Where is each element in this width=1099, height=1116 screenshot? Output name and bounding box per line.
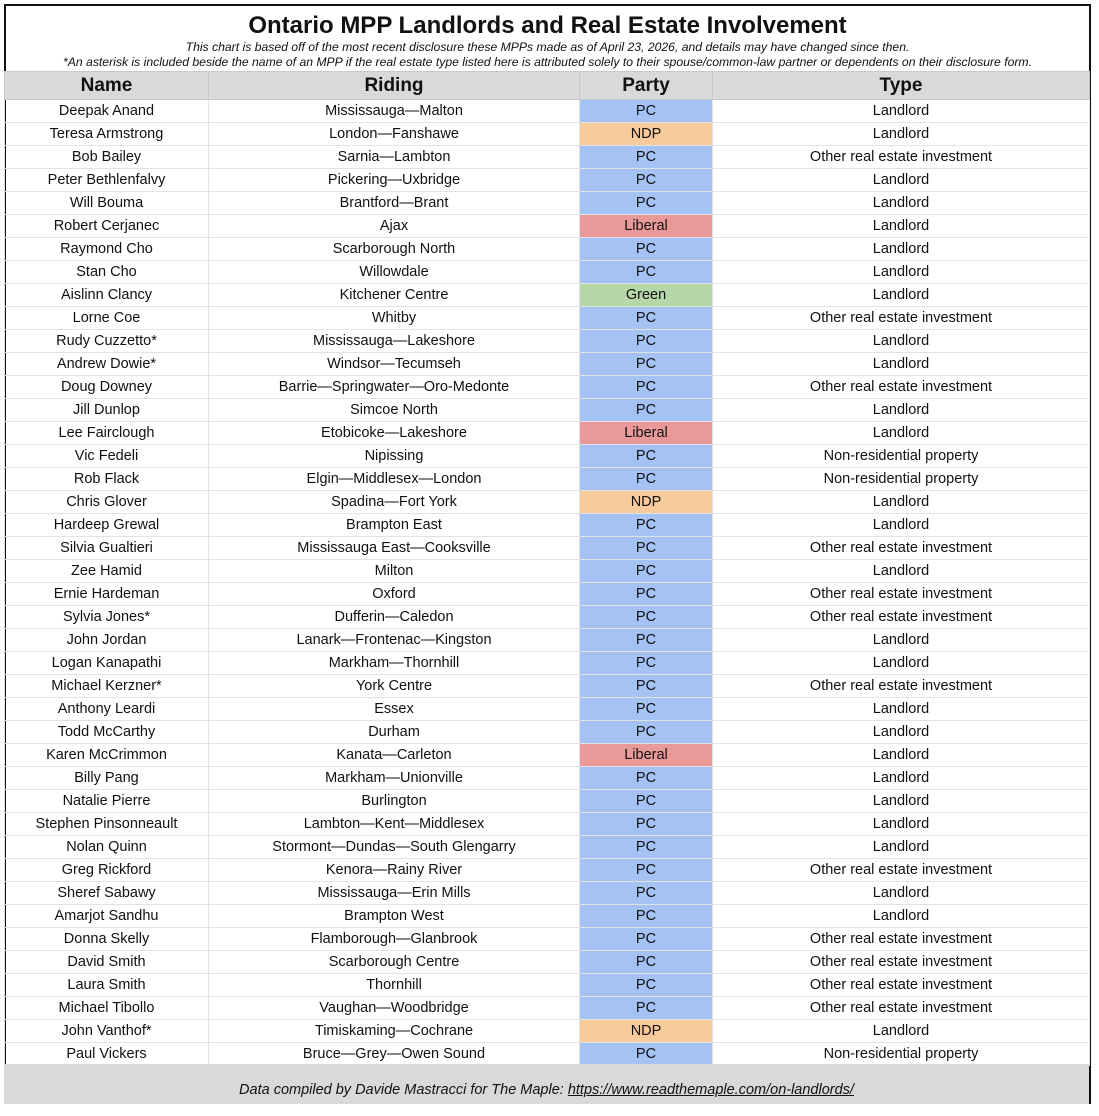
table-row	[5, 560, 1090, 583]
cell-party: PC	[580, 537, 713, 560]
cell-riding: Scarborough Centre	[209, 951, 580, 974]
cell-name: Stephen Pinsonneault	[5, 813, 209, 836]
cell-riding: Thornhill	[209, 974, 580, 997]
table-row	[5, 882, 1090, 905]
cell-type: Other real estate investment	[713, 537, 1090, 560]
cell-party: PC	[580, 698, 713, 721]
cell-party: PC	[580, 882, 713, 905]
table-row	[5, 514, 1090, 537]
table-row	[5, 307, 1090, 330]
cell-name: Bob Bailey	[5, 146, 209, 169]
table-row	[5, 422, 1090, 445]
cell-riding: Stormont—Dundas—South Glengarry	[209, 836, 580, 859]
cell-type: Landlord	[713, 491, 1090, 514]
chart-title: Ontario MPP Landlords and Real Estate Involvement	[248, 12, 847, 39]
cell-riding: Willowdale	[209, 261, 580, 284]
cell-riding: Elgin—Middlesex—London	[209, 468, 580, 491]
cell-party: PC	[580, 514, 713, 537]
header-row	[5, 72, 1090, 100]
cell-name: Will Bouma	[5, 192, 209, 215]
table-row	[5, 790, 1090, 813]
cell-party: PC	[580, 997, 713, 1020]
cell-type: Other real estate investment	[713, 997, 1090, 1020]
cell-party: PC	[580, 238, 713, 261]
cell-type: Landlord	[713, 767, 1090, 790]
cell-party: PC	[580, 836, 713, 859]
cell-riding: Timiskaming—Cochrane	[209, 1020, 580, 1043]
cell-riding: Sarnia—Lambton	[209, 146, 580, 169]
cell-name: Deepak Anand	[5, 100, 209, 123]
cell-riding: Nipissing	[209, 445, 580, 468]
cell-name: Aislinn Clancy	[5, 284, 209, 307]
cell-name: Todd McCarthy	[5, 721, 209, 744]
table-row	[5, 261, 1090, 284]
table-row	[5, 928, 1090, 951]
cell-name: Chris Glover	[5, 491, 209, 514]
header-riding: Riding	[209, 72, 580, 100]
cell-name: David Smith	[5, 951, 209, 974]
cell-name: Rudy Cuzzetto*	[5, 330, 209, 353]
cell-type: Landlord	[713, 353, 1090, 376]
cell-party: PC	[580, 169, 713, 192]
mpp-table	[4, 71, 1090, 1066]
cell-riding: Spadina—Fort York	[209, 491, 580, 514]
cell-party: PC	[580, 951, 713, 974]
cell-name: Michael Tibollo	[5, 997, 209, 1020]
cell-name: Logan Kanapathi	[5, 652, 209, 675]
cell-riding: Scarborough North	[209, 238, 580, 261]
cell-riding: Brantford—Brant	[209, 192, 580, 215]
table-row	[5, 629, 1090, 652]
cell-type: Landlord	[713, 560, 1090, 583]
table-row	[5, 836, 1090, 859]
cell-type: Landlord	[713, 698, 1090, 721]
table-row	[5, 721, 1090, 744]
cell-type: Landlord	[713, 169, 1090, 192]
cell-name: Lorne Coe	[5, 307, 209, 330]
cell-riding: Whitby	[209, 307, 580, 330]
cell-type: Landlord	[713, 905, 1090, 928]
cell-type: Landlord	[713, 882, 1090, 905]
header-type: Type	[713, 72, 1090, 100]
cell-riding: York Centre	[209, 675, 580, 698]
cell-type: Other real estate investment	[713, 583, 1090, 606]
cell-riding: Mississauga—Erin Mills	[209, 882, 580, 905]
cell-type: Other real estate investment	[713, 606, 1090, 629]
cell-type: Other real estate investment	[713, 307, 1090, 330]
table-row	[5, 951, 1090, 974]
cell-party: PC	[580, 330, 713, 353]
cell-name: Ernie Hardeman	[5, 583, 209, 606]
cell-riding: Bruce—Grey—Owen Sound	[209, 1043, 580, 1066]
cell-party: PC	[580, 468, 713, 491]
cell-name: Billy Pang	[5, 767, 209, 790]
cell-riding: Kitchener Centre	[209, 284, 580, 307]
cell-name: Anthony Leardi	[5, 698, 209, 721]
table-row	[5, 192, 1090, 215]
cell-type: Other real estate investment	[713, 859, 1090, 882]
footer-link[interactable]: https://www.readthemaple.com/on-landlords/	[567, 1082, 854, 1098]
header-party: Party	[580, 72, 713, 100]
cell-party: PC	[580, 767, 713, 790]
cell-name: Vic Fedeli	[5, 445, 209, 468]
cell-riding: Lambton—Kent—Middlesex	[209, 813, 580, 836]
cell-type: Other real estate investment	[713, 675, 1090, 698]
table-row	[5, 813, 1090, 836]
cell-party: Liberal	[580, 215, 713, 238]
cell-name: Paul Vickers	[5, 1043, 209, 1066]
cell-riding: Brampton West	[209, 905, 580, 928]
table-row	[5, 652, 1090, 675]
cell-type: Landlord	[713, 813, 1090, 836]
cell-name: Raymond Cho	[5, 238, 209, 261]
cell-name: Natalie Pierre	[5, 790, 209, 813]
cell-party: PC	[580, 606, 713, 629]
cell-party: Liberal	[580, 422, 713, 445]
cell-riding: Pickering—Uxbridge	[209, 169, 580, 192]
cell-party: PC	[580, 859, 713, 882]
cell-party: PC	[580, 928, 713, 951]
cell-riding: Milton	[209, 560, 580, 583]
cell-type: Other real estate investment	[713, 146, 1090, 169]
cell-riding: Kenora—Rainy River	[209, 859, 580, 882]
cell-party: PC	[580, 399, 713, 422]
table-row	[5, 491, 1090, 514]
cell-name: John Jordan	[5, 629, 209, 652]
cell-type: Landlord	[713, 238, 1090, 261]
cell-name: John Vanthof*	[5, 1020, 209, 1043]
footer	[4, 1064, 1089, 1104]
cell-party: NDP	[580, 491, 713, 514]
table-row	[5, 1043, 1090, 1066]
table-row	[5, 330, 1090, 353]
cell-name: Lee Fairclough	[5, 422, 209, 445]
cell-name: Stan Cho	[5, 261, 209, 284]
cell-type: Non-residential property	[713, 468, 1090, 491]
cell-riding: Vaughan—Woodbridge	[209, 997, 580, 1020]
cell-type: Landlord	[713, 744, 1090, 767]
cell-type: Landlord	[713, 790, 1090, 813]
cell-name: Laura Smith	[5, 974, 209, 997]
cell-party: PC	[580, 905, 713, 928]
cell-type: Other real estate investment	[713, 928, 1090, 951]
cell-name: Nolan Quinn	[5, 836, 209, 859]
cell-party: PC	[580, 790, 713, 813]
table-row	[5, 146, 1090, 169]
cell-party: PC	[580, 192, 713, 215]
table-row	[5, 284, 1090, 307]
cell-type: Landlord	[713, 261, 1090, 284]
cell-type: Landlord	[713, 652, 1090, 675]
cell-party: PC	[580, 261, 713, 284]
cell-party: PC	[580, 652, 713, 675]
cell-type: Landlord	[713, 215, 1090, 238]
cell-riding: Kanata—Carleton	[209, 744, 580, 767]
table-row	[5, 905, 1090, 928]
cell-party: PC	[580, 100, 713, 123]
table-row	[5, 468, 1090, 491]
cell-type: Landlord	[713, 100, 1090, 123]
table-row	[5, 767, 1090, 790]
cell-riding: London—Fanshawe	[209, 123, 580, 146]
cell-riding: Ajax	[209, 215, 580, 238]
cell-type: Landlord	[713, 422, 1090, 445]
cell-party: PC	[580, 721, 713, 744]
cell-type: Landlord	[713, 721, 1090, 744]
disclosure-note: This chart is based off of the most recent disclosure these MPPs made as of April 23, 2026, and details may have changed since then.	[185, 40, 910, 54]
cell-party: Green	[580, 284, 713, 307]
cell-riding: Etobicoke—Lakeshore	[209, 422, 580, 445]
cell-type: Other real estate investment	[713, 951, 1090, 974]
cell-party: PC	[580, 445, 713, 468]
cell-type: Landlord	[713, 123, 1090, 146]
table-row	[5, 215, 1090, 238]
table-row	[5, 744, 1090, 767]
cell-riding: Mississauga—Malton	[209, 100, 580, 123]
cell-party: PC	[580, 353, 713, 376]
header-name: Name	[5, 72, 209, 100]
cell-party: PC	[580, 629, 713, 652]
cell-name: Greg Rickford	[5, 859, 209, 882]
cell-riding: Windsor—Tecumseh	[209, 353, 580, 376]
cell-name: Teresa Armstrong	[5, 123, 209, 146]
cell-party: PC	[580, 583, 713, 606]
table-row	[5, 1020, 1090, 1043]
table-row	[5, 169, 1090, 192]
cell-party: PC	[580, 307, 713, 330]
cell-party: PC	[580, 1043, 713, 1066]
cell-name: Doug Downey	[5, 376, 209, 399]
asterisk-note: *An asterisk is included beside the name of an MPP if the real estate type listed here is attributed solely to their spouse/common-law partner or dependents on their disclosure form.	[63, 55, 1032, 69]
table-row	[5, 537, 1090, 560]
cell-type: Other real estate investment	[713, 974, 1090, 997]
cell-party: Liberal	[580, 744, 713, 767]
cell-party: PC	[580, 813, 713, 836]
cell-type: Landlord	[713, 836, 1090, 859]
table-row	[5, 353, 1090, 376]
cell-name: Donna Skelly	[5, 928, 209, 951]
cell-name: Silvia Gualtieri	[5, 537, 209, 560]
table-row	[5, 997, 1090, 1020]
table-row	[5, 399, 1090, 422]
table-row	[5, 583, 1090, 606]
table-row	[5, 698, 1090, 721]
cell-name: Amarjot Sandhu	[5, 905, 209, 928]
cell-party: NDP	[580, 123, 713, 146]
cell-riding: Essex	[209, 698, 580, 721]
cell-party: PC	[580, 376, 713, 399]
cell-name: Jill Dunlop	[5, 399, 209, 422]
cell-riding: Barrie—Springwater—Oro-Medonte	[209, 376, 580, 399]
cell-riding: Lanark—Frontenac—Kingston	[209, 629, 580, 652]
table-row	[5, 100, 1090, 123]
cell-name: Karen McCrimmon	[5, 744, 209, 767]
table-row	[5, 859, 1090, 882]
cell-riding: Oxford	[209, 583, 580, 606]
cell-riding: Markham—Unionville	[209, 767, 580, 790]
cell-riding: Simcoe North	[209, 399, 580, 422]
cell-party: NDP	[580, 1020, 713, 1043]
cell-name: Sylvia Jones*	[5, 606, 209, 629]
table-row	[5, 675, 1090, 698]
table-row	[5, 974, 1090, 997]
cell-name: Michael Kerzner*	[5, 675, 209, 698]
cell-type: Other real estate investment	[713, 376, 1090, 399]
cell-name: Sheref Sabawy	[5, 882, 209, 905]
cell-riding: Mississauga—Lakeshore	[209, 330, 580, 353]
table-row	[5, 376, 1090, 399]
cell-name: Robert Cerjanec	[5, 215, 209, 238]
cell-type: Landlord	[713, 629, 1090, 652]
cell-party: PC	[580, 560, 713, 583]
cell-name: Andrew Dowie*	[5, 353, 209, 376]
cell-type: Non-residential property	[713, 1043, 1090, 1066]
table-row	[5, 123, 1090, 146]
cell-type: Landlord	[713, 192, 1090, 215]
table-row	[5, 238, 1090, 261]
cell-type: Non-residential property	[713, 445, 1090, 468]
cell-party: PC	[580, 146, 713, 169]
footer-credit: Data compiled by Davide Mastracci for The Maple:	[239, 1082, 568, 1098]
table-row	[5, 445, 1090, 468]
cell-name: Peter Bethlenfalvy	[5, 169, 209, 192]
cell-name: Hardeep Grewal	[5, 514, 209, 537]
cell-type: Landlord	[713, 399, 1090, 422]
cell-riding: Burlington	[209, 790, 580, 813]
cell-riding: Flamborough—Glanbrook	[209, 928, 580, 951]
table-body	[5, 100, 1090, 1066]
cell-riding: Brampton East	[209, 514, 580, 537]
cell-riding: Dufferin—Caledon	[209, 606, 580, 629]
cell-party: PC	[580, 974, 713, 997]
cell-riding: Durham	[209, 721, 580, 744]
cell-riding: Mississauga East—Cooksville	[209, 537, 580, 560]
cell-riding: Markham—Thornhill	[209, 652, 580, 675]
cell-type: Landlord	[713, 330, 1090, 353]
cell-type: Landlord	[713, 514, 1090, 537]
cell-name: Zee Hamid	[5, 560, 209, 583]
cell-name: Rob Flack	[5, 468, 209, 491]
cell-type: Landlord	[713, 1020, 1090, 1043]
table-row	[5, 606, 1090, 629]
cell-party: PC	[580, 675, 713, 698]
cell-type: Landlord	[713, 284, 1090, 307]
